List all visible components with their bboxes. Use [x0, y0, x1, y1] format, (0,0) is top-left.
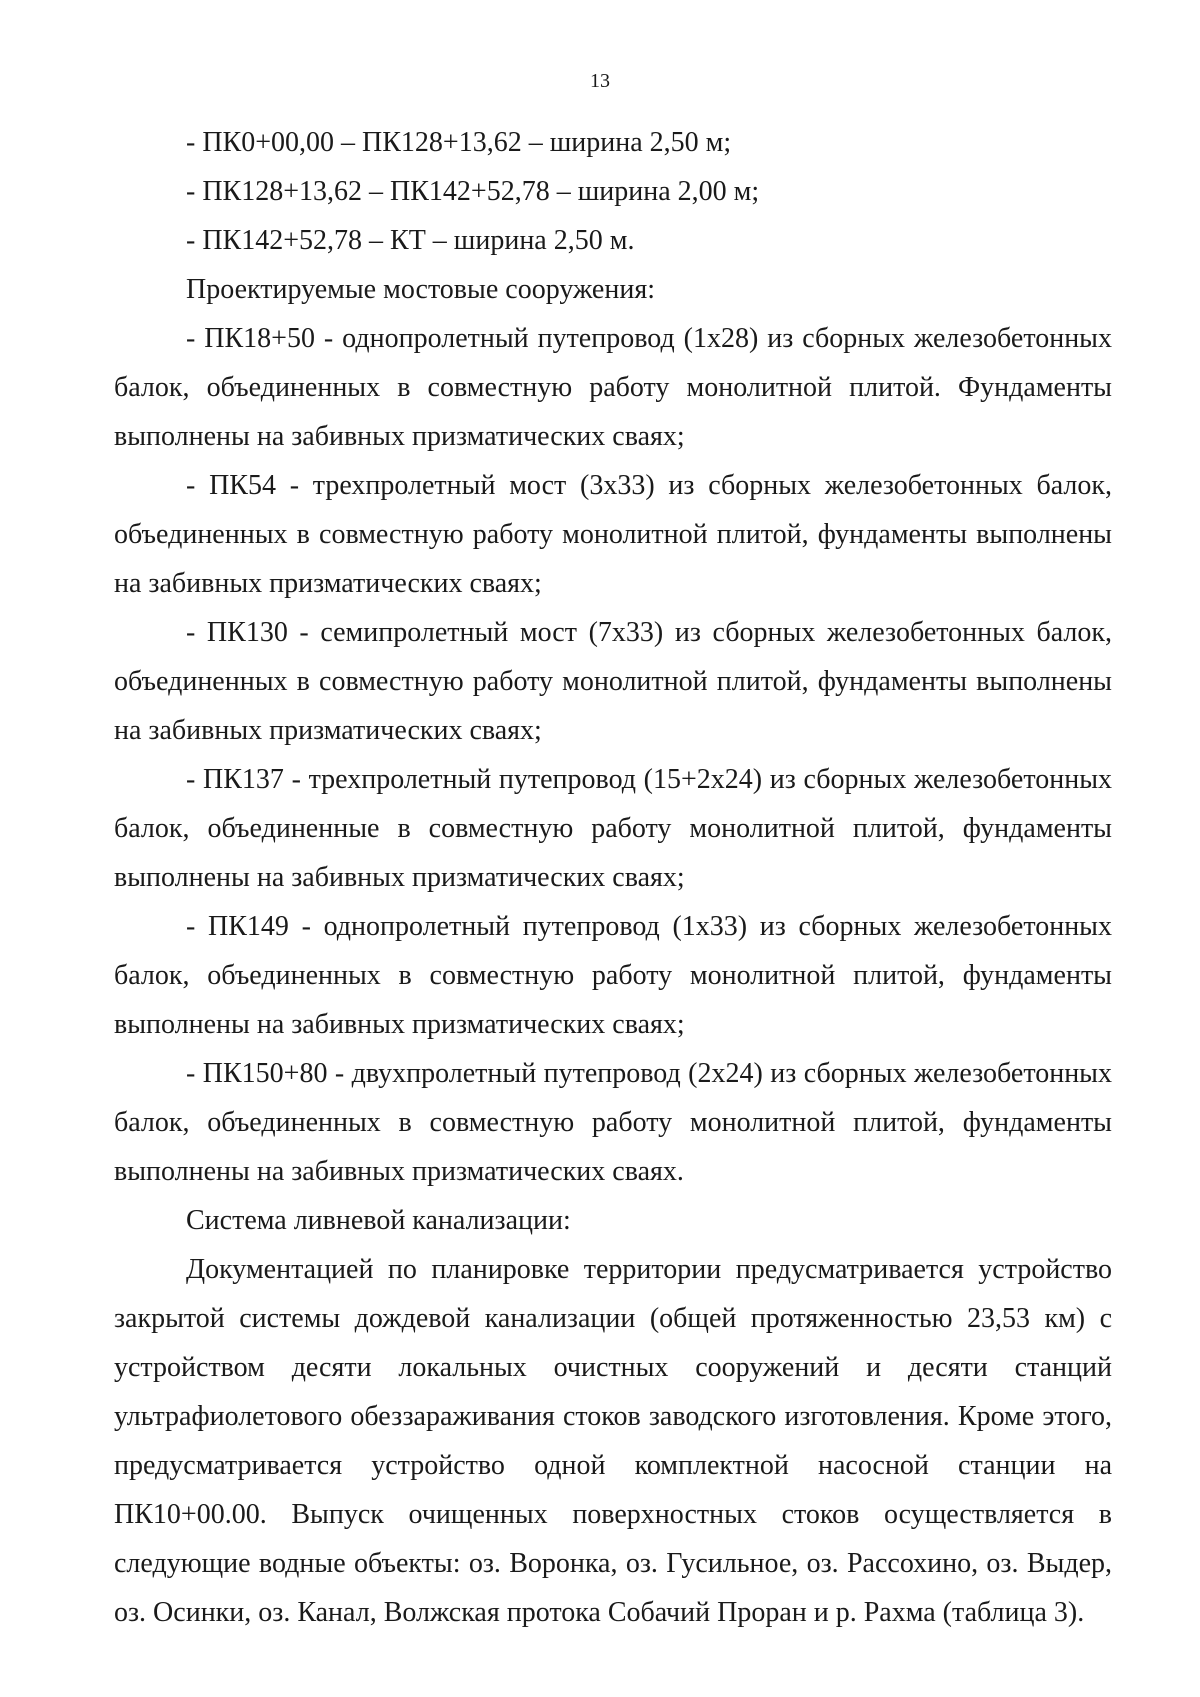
paragraph-drainage-heading: Система ливневой канализации: [186, 1205, 571, 1236]
paragraph-width-section-1: - ПК0+00,00 – ПК128+13,62 – ширина 2,50 м; [186, 127, 732, 158]
paragraph-bridge-pk130: - ПК130 - семипролетный мост (7х33) из сборных железобетонных балок, объединенных в совместную работу монолитной плитой, фундаменты выполнены на забивных призматических сваях; [114, 617, 1112, 746]
paragraph-width-section-3: - ПК142+52,78 – КТ – ширина 2,50 м. [186, 225, 635, 256]
paragraph-bridge-pk18: - ПК18+50 - однопролетный путепровод (1х28) из сборных железобетонных балок, объединенных в совместную работу монолитной плитой. Фундаменты выполнены на забивных призматических сваях; [114, 323, 1112, 452]
paragraph-bridge-pk137: - ПК137 - трехпролетный путепровод (15+2х24) из сборных железобетонных балок, объединенные в совместную работу монолитной плитой, фундаменты выполнены на забивных призматических сваях; [114, 764, 1112, 893]
paragraph-drainage-description: Документацией по планировке территории предусматривается устройство закрытой системы дождевой канализации (общей протяженностью 23,53 км) с устройством десяти локальных очистных сооружений и десяти станций ультрафиолетового обеззараживания стоков заводского изготовления. Кроме этого, предусматривается устройство одной комплектной насосной станции на ПК10+00.00. Выпуск очищенных поверхностных стоков осуществляется в следующие водные объекты: оз. Воронка, оз. Гусильное, оз. Рассохино, оз. Выдер, оз. Осинки, оз. Канал, Волжская протока Собачий Проран и р. Рахма (таблица 3). [114, 1254, 1112, 1628]
paragraph-bridge-pk149: - ПК149 - однопролетный путепровод (1х33) из сборных железобетонных балок, объединенных в совместную работу монолитной плитой, фундаменты выполнены на забивных призматических сваях; [114, 911, 1112, 1040]
paragraph-bridge-pk54: - ПК54 - трехпролетный мост (3х33) из сборных железобетонных балок, объединенных в совместную работу монолитной плитой, фундаменты выполнены на забивных призматических сваях; [114, 470, 1112, 599]
paragraph-bridges-heading: Проектируемые мостовые сооружения: [186, 274, 655, 305]
document-body [114, 118, 1112, 1637]
paragraph-width-section-2: - ПК128+13,62 – ПК142+52,78 – ширина 2,00 м; [186, 176, 760, 207]
page-number: 13 [590, 70, 610, 92]
paragraph-bridge-pk150: - ПК150+80 - двухпролетный путепровод (2х24) из сборных железобетонных балок, объединенных в совместную работу монолитной плитой, фундаменты выполнены на забивных призматических сваях. [114, 1058, 1112, 1187]
